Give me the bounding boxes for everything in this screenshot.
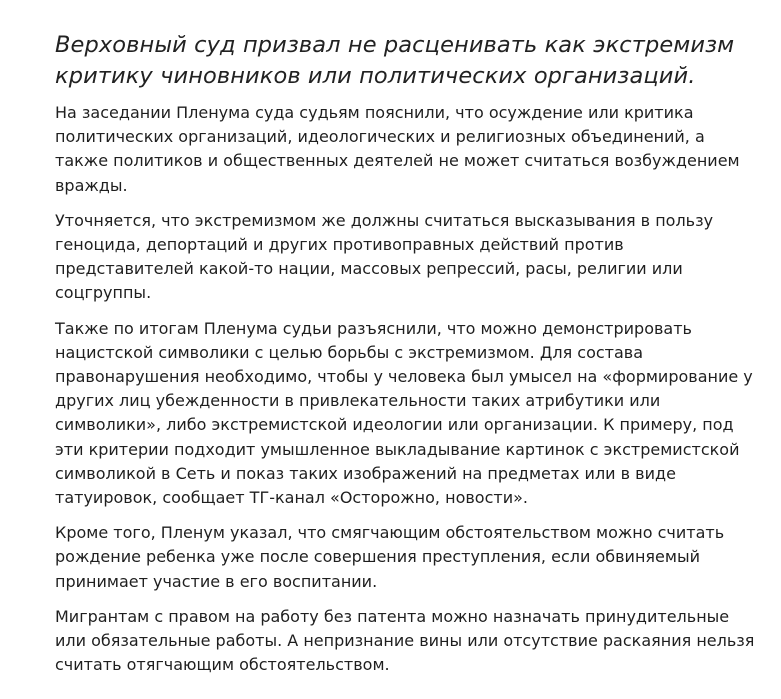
article-paragraph: Уточняется, что экстремизмом же должны считаться высказывания в пользу геноцида, депортаций и других противоправных действий против представителей какой-то нации, массовых репрессий, расы, религии или соцгруппы. xyxy=(55,210,714,303)
article-title: Верховный суд призвал не расценивать как экстремизм критику чиновников или политических организаций. xyxy=(55,32,735,89)
article-paragraph: На заседании Пленума суда судьям пояснили, что осуждение или критика политических организаций, идеологических и религиозных объединений, а также политиков и общественных деятелей не может считаться возбуждением вражды. xyxy=(55,103,740,195)
article-paragraph: Также по итогам Пленума судьи разъяснили, что можно демонстрировать нацистской символики с целью борьбы с экстремизмом. Для состава правонарушения необходимо, чтобы у человека был умысел на «формирование у других лиц убежденности в привлекательности таких атрибутики или символики», либо экстремистской идеологии или организации. К примеру, под эти критерии подходит умышленное выкладывание картинок с экстремистской символикой в Сеть и показ таких изображений на предметах или в виде татуировок, сообщает ТГ-канал «Осторожно, новости». xyxy=(55,318,753,508)
article-paragraph: Кроме того, Пленум указал, что смягчающим обстоятельством можно считать рождение ребенка уже после совершения преступления, если обвиняемый принимает участие в его воспитании. xyxy=(55,523,725,591)
article-paragraph: Мигрантам с правом на работу без патента можно назначать принудительные или обязательные работы. А непризнание вины или отсутствие раскаяния нельзя считать отягчающим обстоятельством. xyxy=(55,606,755,675)
article xyxy=(55,30,760,688)
